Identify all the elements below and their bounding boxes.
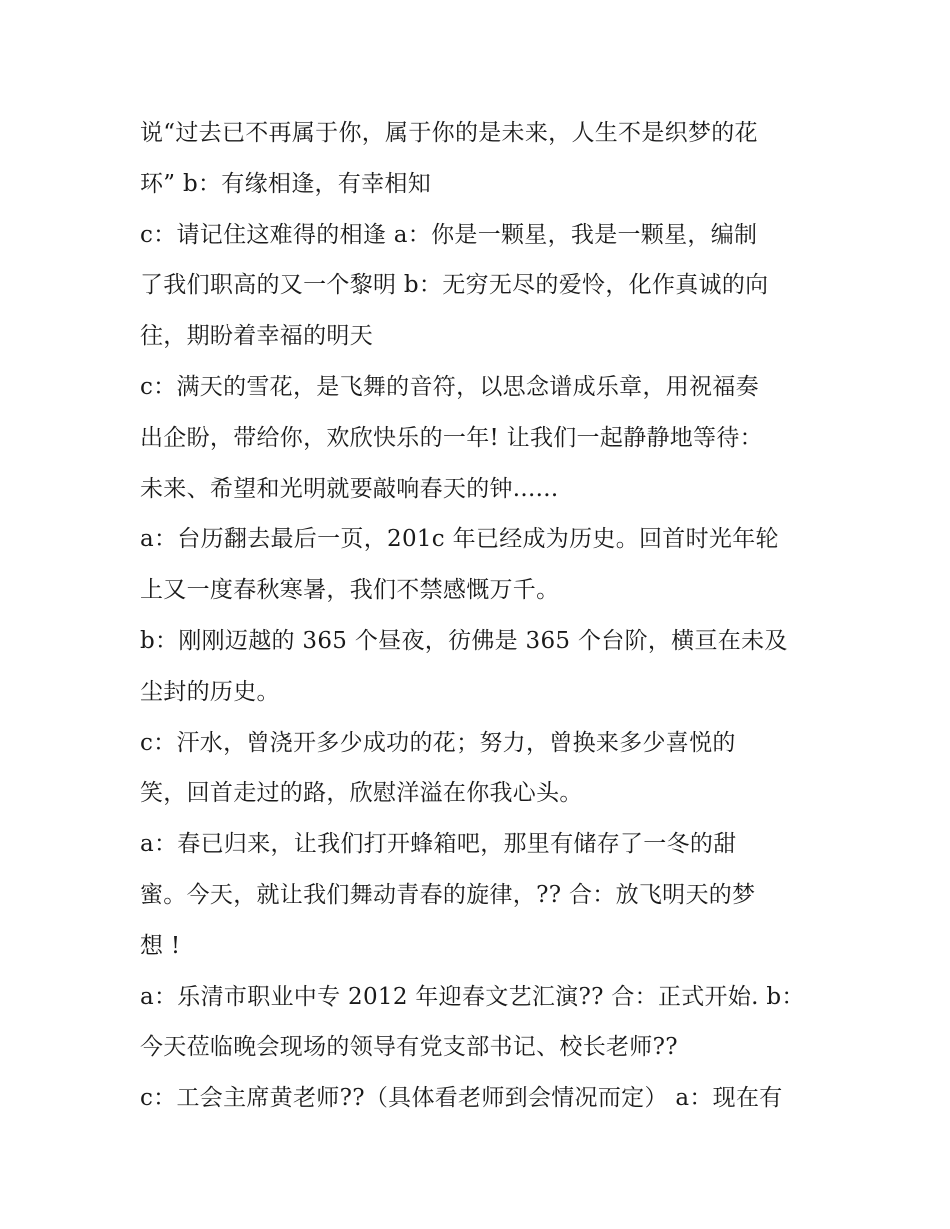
text-line: 上又一度春秋寒暑，我们不禁感慨万千。 xyxy=(140,577,560,604)
text-line: 环” b：有缘相逢，有幸相知 xyxy=(140,170,431,197)
document-body xyxy=(140,108,820,1124)
text-line: 未来、希望和光明就要敲响春天的钟...... xyxy=(140,475,559,502)
text-line: b：刚刚迈越的 365 个昼夜，彷佛是 365 个台阶，横亘在未及 xyxy=(140,627,788,654)
text-line: 出企盼，带给你，欢欣快乐的一年! 让我们一起静静地等待： xyxy=(140,424,763,451)
text-line: 想 ! xyxy=(140,932,181,959)
text-line: c：请记住这难得的相逢 a：你是一颗星，我是一颗星，编制 xyxy=(140,221,758,248)
text-line: 笑，回首走过的路，欣慰洋溢在你我心头。 xyxy=(140,780,583,807)
text-line: c：满天的雪花，是飞舞的音符，以思念谱成乐章，用祝福奏 xyxy=(140,373,759,400)
text-line: a：春已归来，让我们打开蜂箱吧，那里有储存了一冬的甜 xyxy=(140,831,737,858)
text-line: 尘封的历史。 xyxy=(140,678,280,705)
text-line: 今天莅临晚会现场的领导有党支部书记、校长老师?? xyxy=(140,1034,678,1061)
text-line: 说“过去已不再属于你，属于你的是未来，人生不是织梦的花 xyxy=(140,120,758,146)
text-line: a：台历翻去最后一页，201c 年已经成为历史。回首时光年轮 xyxy=(140,526,779,553)
text-line: 了我们职高的又一个黎明 b：无穷无尽的爱怜，化作真诚的向 xyxy=(140,272,769,299)
text-line: c：汗水，曾浇开多少成功的花；努力，曾换来多少喜悦的 xyxy=(140,729,736,756)
text-line: c：工会主席黄老师??（具体看老师到会情况而定） a：现在有 xyxy=(140,1085,783,1112)
text-line: a：乐清市职业中专 2012 年迎春文艺汇演?? 合：正式开始. b： xyxy=(140,983,805,1010)
text-line: 蜜。今天，就让我们舞动青春的旋律，?? 合：放飞明天的梦 xyxy=(140,881,756,908)
text-line: 往，期盼着幸福的明天 xyxy=(140,323,373,350)
